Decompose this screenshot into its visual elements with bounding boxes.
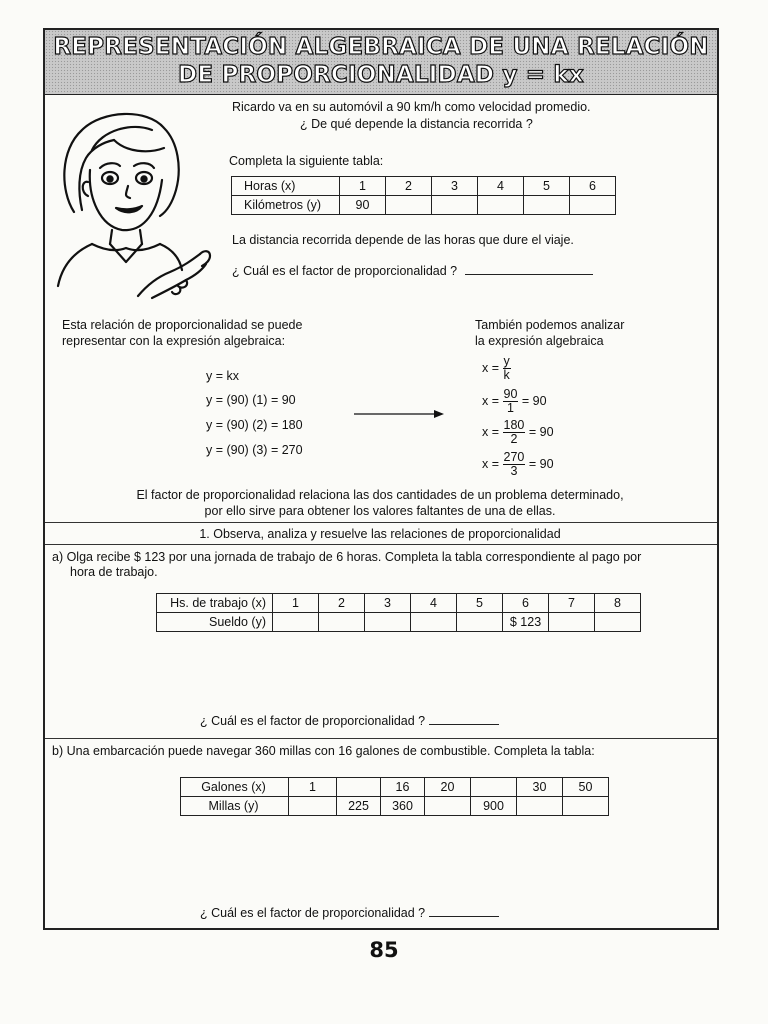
fraction-numerator: 90 [503,387,518,401]
table-cell[interactable] [595,613,641,632]
table-cell[interactable] [365,613,411,632]
eq-prefix: x = [482,456,500,471]
table-row-label: Hs. de trabajo (x) [157,594,273,613]
fraction-numerator: 180 [503,418,525,432]
table-cell: 4 [411,594,457,613]
table-cell: 2 [386,177,432,196]
table-cell[interactable] [517,797,563,816]
fraction-numerator: y [503,354,510,368]
factor-note-line-1: El factor de proporcionalidad relaciona las dos cantidades de un problema determinado, [136,488,624,502]
fraction [503,419,526,446]
table-row [181,778,609,797]
table-cell: 360 [381,797,425,816]
table-cell: 20 [425,778,471,797]
table-cell: $ 123 [503,613,549,632]
table-cell[interactable] [273,613,319,632]
eq-prefix: x = [482,360,500,375]
divider [45,544,717,545]
equation: y = (90) (1) = 90 [206,393,296,407]
answer-blank[interactable] [429,916,499,917]
problem-a-line-1: a) Olga recibe $ 123 por una jornada de trabajo de 6 horas. Completa la tabla correspondiente al pago por [52,550,642,564]
answer-blank[interactable] [465,274,593,275]
intro-question-text: ¿ Cuál es el factor de proporcionalidad ? [232,264,458,278]
intro-line-2: ¿ De qué depende la distancia recorrida ? [300,117,533,131]
table-cell: 5 [524,177,570,196]
table-row [181,797,609,816]
divider [45,738,717,739]
table-cell[interactable] [457,613,503,632]
table-cell: 50 [563,778,609,797]
table-cell: 4 [478,177,524,196]
problem-b-question-text: ¿ Cuál es el factor de proporcionalidad ? [200,906,426,920]
fraction-denominator: 1 [506,401,514,415]
table-cell[interactable] [289,797,337,816]
fraction-denominator: k [503,368,510,382]
left-block-line-1: Esta relación de proporcionalidad se puede [62,318,303,332]
table-row [157,613,641,632]
table-cell: 6 [503,594,549,613]
table-cell[interactable] [386,196,432,215]
complete-table-instruction: Completa la siguiente tabla: [229,154,384,168]
table-row [232,196,616,215]
eq-prefix: x = [482,424,500,439]
title-line-2: DE PROPORCIONALIDAD y = kx [178,62,584,88]
right-block-line-2: la expresión algebraica [475,334,604,348]
table-cell[interactable] [425,797,471,816]
fraction-denominator: 2 [510,432,518,446]
table-cell: 3 [365,594,411,613]
table-cell: 6 [570,177,616,196]
fraction-equation [482,451,554,478]
table-cell[interactable] [549,613,595,632]
table-cell[interactable] [478,196,524,215]
table-cell[interactable] [570,196,616,215]
eq-prefix: x = [482,393,500,408]
problem-a-line-2: hora de trabajo. [70,565,158,579]
table-cell[interactable] [471,778,517,797]
fuel-table [180,777,609,816]
eq-suffix: = 90 [528,456,554,471]
table-row-label: Horas (x) [232,177,340,196]
equation: y = kx [206,369,239,383]
answer-blank[interactable] [429,724,499,725]
fraction-equation [482,419,554,446]
problem-b-line-1: b) Una embarcación puede navegar 360 millas con 16 galones de combustible. Completa la tabla: [52,744,595,758]
eq-suffix: = 90 [521,393,547,408]
fraction-equation-main [482,355,511,382]
table-cell: 1 [289,778,337,797]
fraction-denominator: 3 [510,464,518,478]
table-cell[interactable] [337,778,381,797]
divider [45,522,717,523]
table-row-label: Sueldo (y) [157,613,273,632]
fraction [503,355,511,382]
table-row [232,177,616,196]
wage-table [156,593,641,632]
table-row-label: Millas (y) [181,797,289,816]
factor-note-line-2: por ello sirve para obtener los valores faltantes de una de ellas. [204,504,556,518]
problem-a-question-text: ¿ Cuál es el factor de proporcionalidad ? [200,714,426,728]
intro-line-1: Ricardo va en su automóvil a 90 km/h como velocidad promedio. [232,100,591,114]
problem-a-question [200,714,499,729]
fraction-equation [482,388,547,415]
fraction [503,388,519,415]
depends-text: La distancia recorrida depende de las horas que dure el viaje. [232,233,574,247]
left-block-line-2: representar con la expresión algebraica: [62,334,286,348]
page-number: 85 [369,938,399,962]
table-row-label: Kilómetros (y) [232,196,340,215]
table-cell: 3 [432,177,478,196]
table-cell[interactable] [563,797,609,816]
equation: y = (90) (3) = 270 [206,443,303,457]
table-cell: 8 [595,594,641,613]
table-cell: 5 [457,594,503,613]
speed-table [231,176,616,215]
table-row [157,594,641,613]
table-row-label: Galones (x) [181,778,289,797]
fraction-numerator: 270 [503,450,525,464]
table-cell: 7 [549,594,595,613]
table-cell: 225 [337,797,381,816]
table-cell[interactable] [524,196,570,215]
table-cell: 1 [340,177,386,196]
table-cell[interactable] [411,613,457,632]
table-cell: 30 [517,778,563,797]
equation: y = (90) (2) = 180 [206,418,303,432]
table-cell: 2 [319,594,365,613]
table-cell: 1 [273,594,319,613]
table-cell: 900 [471,797,517,816]
arrow-right-icon [352,406,446,422]
table-cell: 16 [381,778,425,797]
table-cell[interactable] [319,613,365,632]
table-cell[interactable]: 90 [340,196,386,215]
problem-b-question [200,906,499,921]
table-cell[interactable] [432,196,478,215]
intro-question [232,264,593,279]
title-line-1: REPRESENTACIÓN ALGEBRAICA DE UNA RELACIÓN [53,34,709,60]
eq-suffix: = 90 [528,424,554,439]
section-heading: 1. Observa, analiza y resuelve las relaciones de proporcionalidad [199,527,561,541]
girl-pointing-illustration [52,100,212,300]
right-block-line-1: También podemos analizar [475,318,625,332]
fraction [503,451,526,478]
